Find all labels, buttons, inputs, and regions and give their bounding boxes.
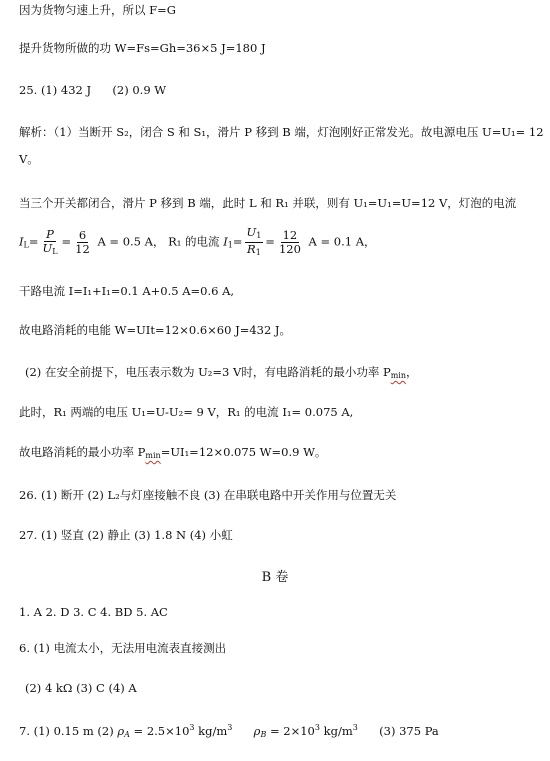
pmin-sub: min [390, 371, 407, 380]
line-q27: 27. (1) 竖直 (2) 静止 (3) 1.8 N (4) 小虹 [19, 528, 233, 542]
line-b6-parts: (2) 4 kΩ (3) C (4) A [25, 681, 137, 695]
line-b7: 7. (1) 0.15 m (2) $\rho_A = 2.5\times 10^3$ $kg/m^3$ $\rho_B = 2\times 10^3$ $kg/m^3$ (3) 375 Pa [19, 723, 439, 739]
fraction-6-over-12: $\frac{6}{12}$ [75, 228, 90, 256]
line-min-power-condition: (2) 在安全前提下，电压表示数为 U₂=3 V时，有电路消耗的最小功率 $P_{min}$， [25, 365, 418, 380]
formula-il-symbol: I [19, 234, 24, 249]
formula-eq-1: = [28, 234, 39, 249]
line-min-power: 故电路消耗的最小功率 $P_{min}=UI_1=12\times 0.075$ W=0.9 W。 [19, 445, 327, 460]
line-b-choices: 1. A 2. D 3. C 4. BD 5. AC [19, 605, 168, 619]
pmin-sub-2: min [145, 451, 161, 460]
line-r1-voltage: 此时，R₁ 两端的电压 U₁=U-U₂= 9 V，R₁ 的电流 I₁= 0.075 A, [19, 405, 354, 419]
line-total-current: 干路电流 I=I₁+I₁=0.1 A+0.5 A=0.6 A, [19, 284, 235, 298]
line-q25-answers [19, 82, 166, 98]
fraction-u1-over-r1: $\frac{U_1}{R_1}$ [246, 225, 262, 257]
line-work-done: 提升货物所做的功 W=Fs=Gh=36×5 J=180 J [19, 41, 266, 55]
q25-part1: 25. (1) 432 J [19, 83, 92, 97]
fraction-p-num: P [46, 226, 54, 241]
q25-part2: (2) 0.9 W [112, 83, 167, 97]
rho-b-symbol: ρ [253, 724, 261, 738]
formula-result-il: A = 0.5 A， [97, 234, 165, 249]
line-all-switches: 当三个开关都闭合，滑片 P 移到 B 端，此时 L 和 R₁ 并联，则有 U₁=U₁=U=12 V，灯泡的电流 [19, 196, 517, 210]
line-analysis-intro: 解析：（1）当断开 S₂，闭合 S 和 S₁，滑片 P 移到 B 端，灯泡刚好正常发光。故电源电压 U=U₁= 12 [19, 125, 544, 139]
formula-il-sub: L [23, 240, 29, 250]
fraction-12-over-120: $\frac{12}{120}$ [278, 228, 301, 256]
line-current-formulas: $I_L=$ $\frac{P}{U_L}$ = $\frac{6}{12}$ A = 0.5 A， R₁ 的电流 $I_1=$ $\frac{U_1}{R_1}$ = $\frac{12}{120}$ A = 0.1 A， [19, 225, 376, 257]
line-force-equal: 因为货物匀速上升，所以 F=G [19, 3, 176, 17]
fraction-p-over-ul [41, 228, 60, 258]
rho-a-symbol: ρ [117, 724, 125, 738]
b7-part3: (3) 375 Pa [379, 724, 439, 738]
line-analysis-unit: V。 [19, 152, 39, 166]
line-energy: 故电路消耗的电能 W=UIt=12×0.6×60 J=432 J。 [19, 323, 292, 337]
formula-r1-label: R₁ 的电流 [168, 234, 220, 249]
formula-result-i1: A = 0.1 A， [308, 234, 376, 249]
section-heading-b: B 卷 [261, 570, 289, 585]
formula-i1-symbol: I [223, 234, 228, 249]
line-q26: 26. (1) 断开 (2) L₂与灯座接触不良 (3) 在串联电路中开关作用与位置无关 [19, 488, 397, 502]
fraction-ul-den: $U_L$ [42, 240, 58, 256]
formula-eq-2: = [61, 234, 72, 249]
line-b6-part1: 6. (1) 电流太小，无法用电流表直接测出 [19, 641, 227, 655]
